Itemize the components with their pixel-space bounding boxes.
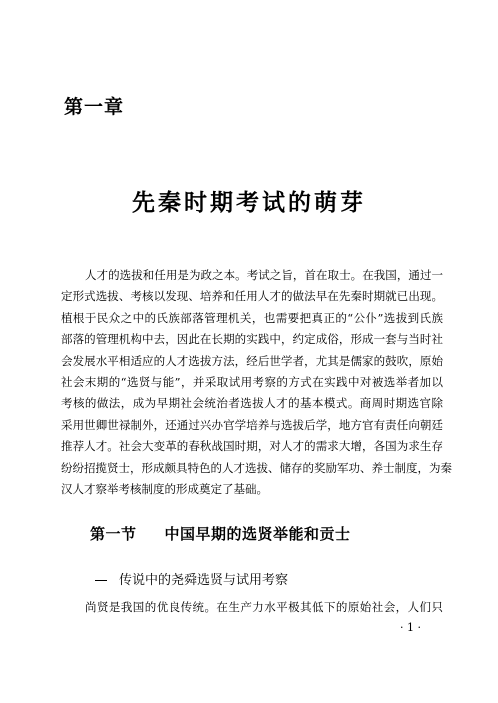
- intro-line: 人才的选拔和任用是为政之本。考试之旨，首在取士。在我国，通过一: [85, 268, 443, 282]
- body-paragraph-first-line: 尚贤是我国的优良传统。在生产力水平极其低下的原始社会，人们只: [85, 600, 443, 614]
- intro-line: 采用世卿世禄制外，还通过兴办官学培养与选拔后学，地方官有责任向朝廷: [61, 417, 443, 432]
- section-number: 第一节: [90, 525, 137, 543]
- subsection-title: 传说中的尧舜选贤与试用考察: [119, 573, 289, 588]
- intro-line: 考核的做法，成为早期社会统治者选拔人才的基本模式。商周时期选官除: [61, 396, 443, 411]
- intro-line: 植根于民众之中的氏族部落管理机关，也需要把真正的“公仆”选拔到氏族: [61, 310, 443, 325]
- intro-line: 汉人才察举考核制度的形成奠定了基础。: [61, 482, 268, 497]
- page-number: · 1 ·: [400, 621, 421, 634]
- subsection-heading: [97, 569, 288, 588]
- intro-line: 社会末期的“选贤与能”，并采取试用考察的方式在实践中对被选举者加以: [61, 375, 443, 390]
- intro-line: 定形式选拔、考核以发现、培养和任用人才的做法早在先秦时期就已出现。: [61, 289, 443, 304]
- chapter-title: 先秦时期考试的萌芽: [132, 190, 366, 216]
- intro-line: 会发展水平相适应的人才选拔方法，经后世学者，尤其是儒家的鼓吹，原始: [61, 353, 443, 368]
- section-title: 中国早期的选贤举能和贡士: [164, 525, 351, 543]
- intro-paragraph: [61, 265, 452, 500]
- intro-line: 纷纷招揽贤士，形成颇具特色的人才选拔、储存的奖励军功、养士制度，为秦: [61, 460, 452, 475]
- subsection-number-dash: [95, 580, 107, 582]
- intro-line: 推荐人才。社会大变革的春秋战国时期，对人才的需求大增，各国为求生存: [61, 439, 443, 454]
- chapter-label: 第一章: [64, 96, 125, 118]
- intro-line: 部落的管理机构中去，因此在长期的实践中，约定成俗，形成一套与当时社: [61, 332, 443, 347]
- section-heading: [90, 523, 351, 544]
